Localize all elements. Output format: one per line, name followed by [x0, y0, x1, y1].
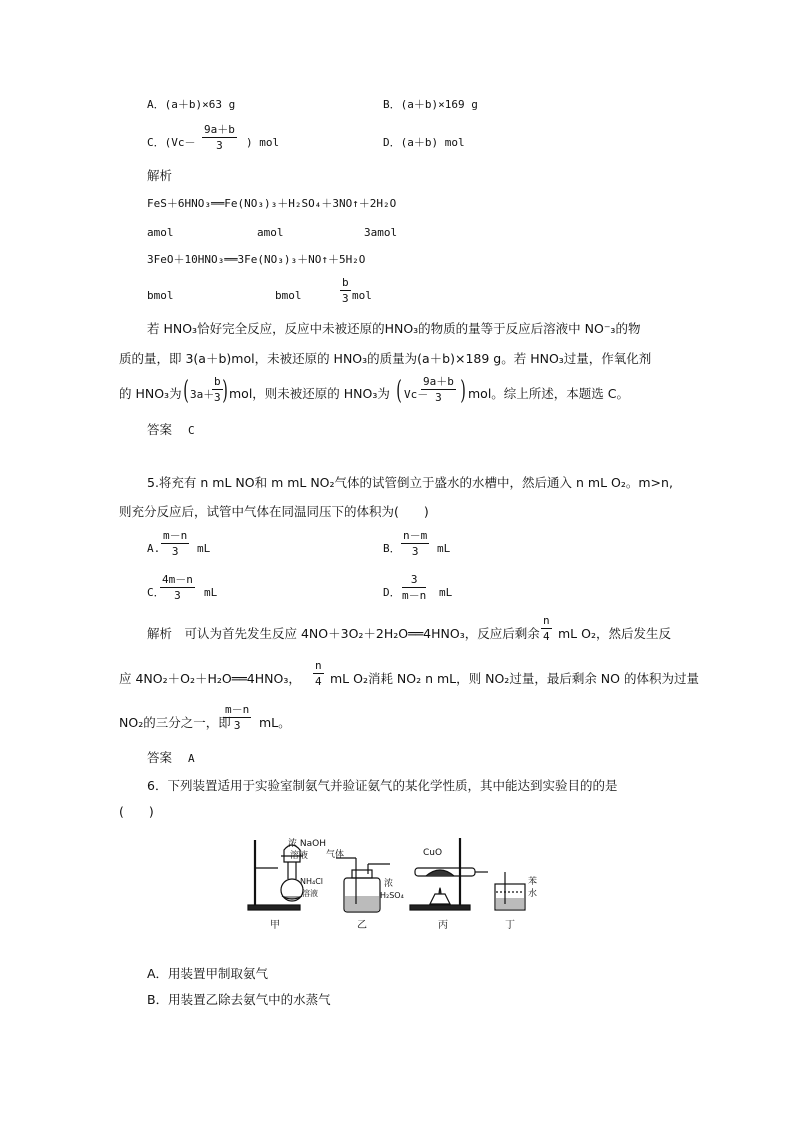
- q5-option-a-numerator: m－n: [163, 529, 188, 542]
- q4-option-a: A．(a＋b)×63 g: [147, 98, 236, 111]
- q4-option-c-fraction: [202, 124, 237, 151]
- label-nh4cl-solution: 溶液: [302, 889, 318, 898]
- q4-eq2-amount-2: bmol: [275, 289, 302, 302]
- q5-option-a-prefix: A.: [147, 542, 161, 555]
- q5-explanation-fraction-1: [541, 615, 552, 642]
- water-layer-ding: [496, 898, 524, 909]
- q5-option-b-numerator: n－m: [403, 529, 428, 542]
- q5-explanation-line-1a: 解析 可认为首先发生反应 4NO＋3O₂＋2H₂O══4HNO₃，反应后剩余: [147, 626, 540, 641]
- q5-option-c-fraction: [160, 574, 195, 601]
- q4-explanation-fraction-1: [212, 376, 223, 403]
- q5-stem-line-2: 则充分反应后，试管中气体在同温同压下的体积为( ): [119, 504, 429, 519]
- q5-explanation-line-1b: mL O₂，然后发生反: [558, 626, 671, 641]
- q5-explanation-fraction-3-denominator: 3: [233, 719, 241, 732]
- q4-explanation-fraction-2-numerator: 9a＋b: [423, 375, 454, 388]
- q4-answer-label: 答案: [147, 422, 173, 437]
- q4-eq1-amount-1: amol: [147, 226, 174, 239]
- q5-option-a-fraction: [161, 530, 189, 557]
- q4-explanation-label: 解析: [147, 168, 173, 183]
- q4-explanation-line-3d: Vc－: [404, 388, 429, 401]
- close-paren-icon: ): [222, 376, 228, 406]
- q5-explanation-line-2a: 应 4NO₂＋O₂＋H₂O══4HNO₃，: [119, 671, 301, 686]
- q5-explanation-fraction-1-denominator: 4: [543, 630, 550, 643]
- q4-eq1-amount-3: 3amol: [364, 226, 398, 239]
- q4-explanation-fraction-2: [421, 376, 456, 403]
- alcohol-lamp-bing: [430, 894, 450, 904]
- q5-answer-label: 答案: [147, 750, 173, 765]
- q4-eq2-amount-3-unit: mol: [352, 289, 372, 302]
- q5-option-b-fraction: [401, 530, 429, 557]
- q5-answer-value: A: [188, 752, 195, 765]
- q5-explanation-fraction-1-numerator: n: [543, 614, 550, 627]
- q5-option-d-unit: mL: [439, 586, 453, 599]
- q4-equation-1: FeS＋6HNO₃══Fe(NO₃)₃＋H₂SO₄＋3NO↑＋2H₂O: [147, 197, 397, 210]
- q5-option-d-denominator: m－n: [402, 589, 427, 602]
- apparatus-figure: [240, 832, 540, 934]
- q4-eq1-amount-2: amol: [257, 226, 284, 239]
- q5-option-d-fraction: [402, 574, 426, 601]
- q5-option-c-prefix: C．: [147, 586, 165, 599]
- q5-explanation-fraction-2-numerator: n: [315, 659, 322, 672]
- q5-option-c-numerator: 4m－n: [162, 573, 193, 586]
- q5-explanation-line-2b: mL O₂消耗 NO₂ n mL，则 NO₂过量，最后剩余 NO 的体积为过量: [330, 671, 699, 686]
- open-paren-icon: (: [183, 376, 189, 406]
- label-yi: 乙: [357, 920, 367, 931]
- q4-answer-value: C: [188, 424, 195, 437]
- q4-explanation-line-3a: 的 HNO₃为: [119, 386, 182, 401]
- stand-base-bing: [410, 905, 470, 910]
- open-paren-icon: (: [396, 376, 402, 406]
- q4-option-c-numerator: 9a＋b: [204, 123, 235, 136]
- q4-option-b: B．(a＋b)×169 g: [383, 98, 478, 111]
- q4-explanation-line-2: 质的量，即 3(a＋b)mol，未被还原的 HNO₃的质量为(a＋b)×189 g。若 HNO₃过量，作氧化剂: [119, 351, 652, 366]
- q5-explanation-line-3b: mL。: [259, 715, 291, 730]
- q4-eq2-amount-3-fraction: [340, 277, 351, 304]
- label-bing: 丙: [438, 920, 448, 931]
- q4-equation-2: 3FeO＋10HNO₃══3Fe(NO₃)₃＋NO↑＋5H₂O: [147, 253, 366, 266]
- q4-eq2-amount-3-numerator: b: [342, 276, 349, 289]
- q4-explanation-line-3c: mol，则未被还原的 HNO₃为: [229, 386, 390, 401]
- q6-option-b: B．用装置乙除去氨气中的水蒸气: [147, 992, 331, 1007]
- q5-explanation-fraction-2: [313, 660, 324, 687]
- q5-option-a-unit: mL: [197, 542, 211, 555]
- close-paren-icon: ): [460, 376, 466, 406]
- h2so4-liquid-yi: [345, 896, 379, 911]
- label-nh4cl: NH₄Cl: [300, 877, 324, 886]
- label-jia: 甲: [270, 920, 280, 931]
- label-naoh: 浓 NaOH: [288, 839, 326, 849]
- q4-option-c-suffix: ) mol: [246, 136, 280, 149]
- q4-option-d: D．(a＋b) mol: [383, 136, 465, 149]
- q4-explanation-fraction-1-denominator: 3: [214, 391, 221, 404]
- q4-eq2-amount-1: bmol: [147, 289, 174, 302]
- label-water: 水: [528, 889, 538, 899]
- q4-explanation-line-3b: 3a＋: [190, 388, 215, 401]
- q5-option-d-prefix: D．: [383, 586, 401, 599]
- q6-stem-line-1: 6．下列装置适用于实验室制氨气并验证氨气的某化学性质，其中能达到实验目的的是: [147, 778, 618, 793]
- q5-option-b-denominator: 3: [411, 545, 419, 558]
- q4-explanation-fraction-1-numerator: b: [214, 375, 221, 388]
- q5-explanation-fraction-3: [223, 704, 251, 731]
- label-gas: 气体: [326, 850, 345, 860]
- q5-option-b-prefix: B．: [383, 542, 401, 555]
- q4-explanation-line-1: 若 HNO₃恰好完全反应，反应中未被还原的HNO₃的物质的量等于反应后溶液中 NO⁻₃的物: [147, 321, 641, 336]
- q5-explanation-line-3a: NO₂的三分之一，即: [119, 715, 231, 730]
- cuo-powder-bing: [426, 870, 454, 876]
- q5-explanation-fraction-3-numerator: m－n: [225, 703, 250, 716]
- label-h2so4: H₂SO₄: [380, 891, 404, 900]
- label-benzene: 苯: [528, 877, 538, 887]
- q5-stem-line-1: 5.将充有 n mL NO和 m mL NO₂气体的试管倒立于盛水的水槽中，然后通入 n mL O₂。m>n,: [147, 475, 673, 490]
- q4-option-c-prefix: C．(Vc－: [147, 136, 196, 149]
- q6-option-a: A．用装置甲制取氨气: [147, 966, 269, 981]
- q6-stem-line-2: ( ): [119, 804, 154, 819]
- label-concentrated: 浓: [384, 879, 394, 889]
- q4-eq2-amount-3-denominator: 3: [342, 292, 349, 305]
- stand-base-jia: [248, 905, 300, 910]
- q4-option-c-denominator: 3: [216, 139, 223, 152]
- q5-option-d-numerator: 3: [402, 574, 426, 588]
- q5-option-c-denominator: 3: [174, 589, 181, 602]
- q4-explanation-line-3e: mol。综上所述，本题选 C。: [468, 386, 629, 401]
- q5-option-b-unit: mL: [437, 542, 451, 555]
- label-ding: 丁: [505, 920, 515, 931]
- label-cuo: CuO: [423, 848, 443, 858]
- q5-option-a-denominator: 3: [171, 545, 179, 558]
- label-naoh-solution: 溶液: [290, 851, 309, 861]
- q5-explanation-fraction-2-denominator: 4: [315, 675, 322, 688]
- q4-explanation-fraction-2-denominator: 3: [435, 391, 442, 404]
- q5-option-c-unit: mL: [204, 586, 218, 599]
